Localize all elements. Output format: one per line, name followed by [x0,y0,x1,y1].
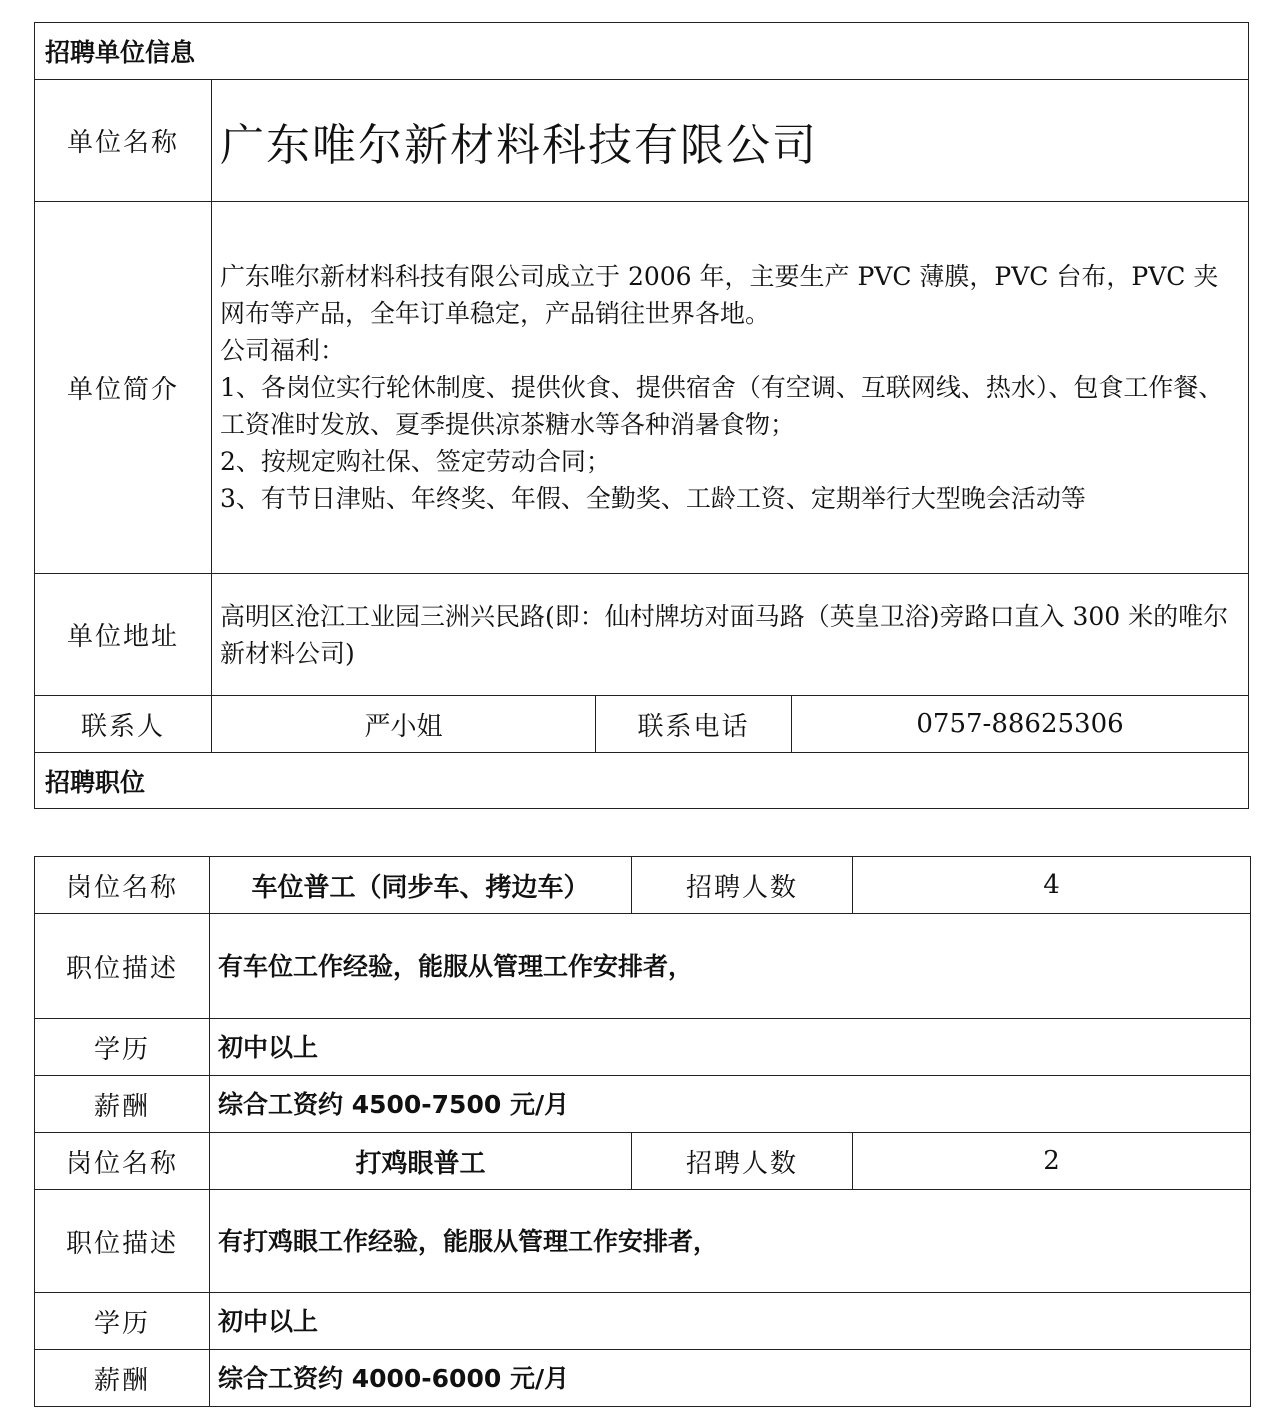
position-count-value: 2 [853,1133,1251,1190]
position-count-label: 招聘人数 [632,1133,853,1190]
company-name-value: 广东唯尔新材料科技有限公司 [212,80,1249,202]
position-title-label: 岗位名称 [35,857,210,914]
position-title-value: 打鸡眼普工 [210,1133,632,1190]
position-edu-label: 学历 [35,1293,210,1350]
intro-line: 3、有节日津贴、年终奖、年假、全勤奖、工龄工资、定期举行大型晚会活动等 [220,484,1086,513]
position-salary-value: 综合工资约 4000-6000 元/月 [210,1350,1251,1407]
company-address-value: 高明区沧江工业园三洲兴民路(即：仙村牌坊对面马路（英皇卫浴)旁路口直入 300 米的唯尔新材料公司) [212,574,1249,696]
phone-value: 0757-88625306 [792,696,1249,753]
position-title-label: 岗位名称 [35,1133,210,1190]
phone-label: 联系电话 [596,696,792,753]
company-section-header: 招聘单位信息 [35,23,1249,80]
company-intro-value [212,202,1249,574]
position-edu-label: 学历 [35,1019,210,1076]
position-title-value: 车位普工（同步车、拷边车） [210,857,632,914]
position-count-label: 招聘人数 [632,857,853,914]
position-salary-label: 薪酬 [35,1076,210,1133]
company-intro-label: 单位简介 [35,202,212,574]
positions-table [34,856,1251,1407]
position-desc-value: 有打鸡眼工作经验，能服从管理工作安排者， [210,1190,1251,1293]
position-desc-label: 职位描述 [35,914,210,1019]
position-edu-value: 初中以上 [210,1293,1251,1350]
position-desc-value: 有车位工作经验，能服从管理工作安排者， [210,914,1251,1019]
position-desc-label: 职位描述 [35,1190,210,1293]
position-count-value: 4 [853,857,1251,914]
position-salary-label: 薪酬 [35,1350,210,1407]
intro-line: 公司福利： [220,336,346,365]
intro-line: 广东唯尔新材料科技有限公司成立于 2006 年，主要生产 PVC 薄膜，PVC 台布，PVC 夹网布等产品，全年订单稳定，产品销往世界各地。 [220,262,1219,328]
contact-label: 联系人 [35,696,212,753]
position-edu-value: 初中以上 [210,1019,1251,1076]
intro-line: 2、按规定购社保、签定劳动合同； [220,447,611,476]
company-address-label: 单位地址 [35,574,212,696]
company-name-label: 单位名称 [35,80,212,202]
positions-section-header: 招聘职位 [35,753,1249,809]
contact-value: 严小姐 [212,696,596,753]
intro-line: 1、各岗位实行轮休制度、提供伙食、提供宿舍（有空调、互联网线、热水）、包食工作餐、工资准时发放、夏季提供凉茶糖水等各种消暑食物； [220,373,1224,439]
company-info-table [34,22,1249,809]
position-salary-value: 综合工资约 4500-7500 元/月 [210,1076,1251,1133]
